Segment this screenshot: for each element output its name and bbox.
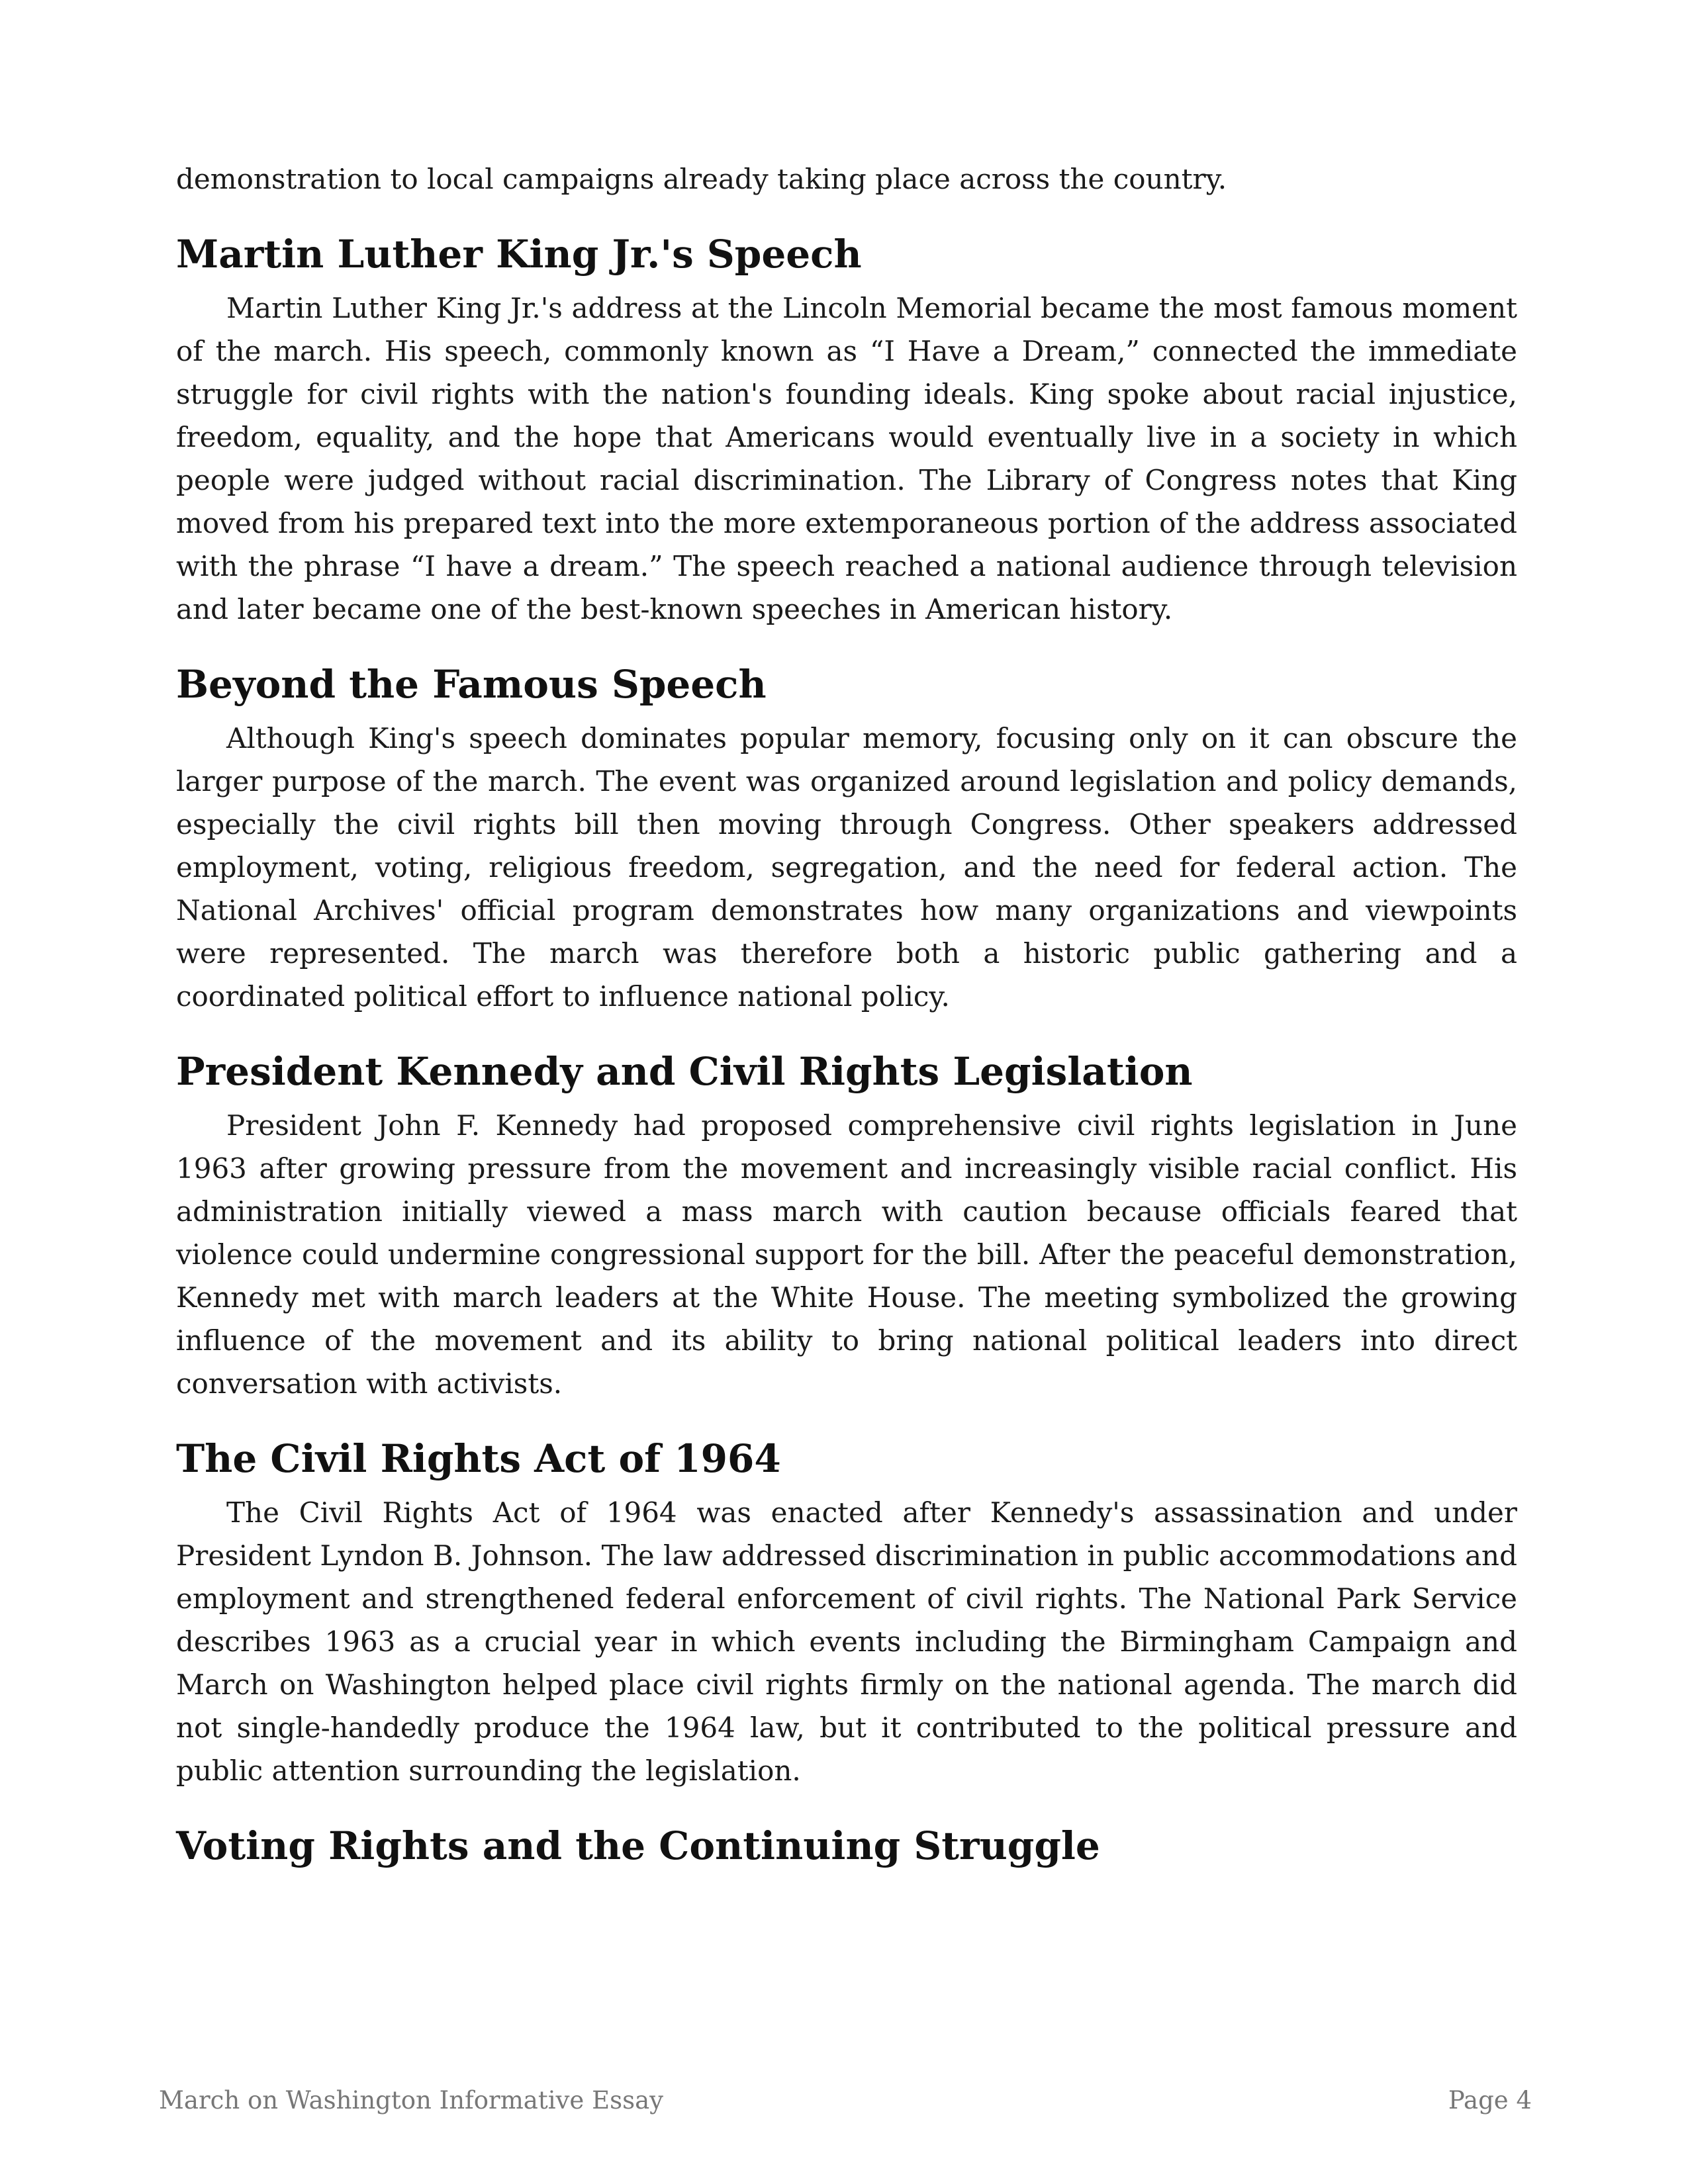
section-king-speech	[176, 231, 1517, 631]
section-heading: President Kennedy and Civil Rights Legislation	[176, 1049, 1193, 1094]
footer-document-title: March on Washington Informative Essay	[159, 2086, 664, 2115]
section-paragraph: Although King's speech dominates popular memory, focusing only on it can obscure the larger purpose of the march. The event was organized around legislation and policy demands, especially the civil rights bill then moving through Congress. Other speakers addressed employment, voting, religious freedom, segregation, and the need for federal action. The National Archives' official program demonstrates how many organizations and viewpoints were represented. The march was therefore both a historic public gathering and a coordinated political effort to influence national policy.	[176, 722, 1517, 1013]
section-paragraph: The Civil Rights Act of 1964 was enacted after Kennedy's assassination and under President Lyndon B. Johnson. The law addressed discrimination in public accommodations and employment and strengthened federal enforcement of civil rights. The National Park Service describes 1963 as a crucial year in which events including the Birmingham Campaign and March on Washington helped place civil rights firmly on the national agenda. The march did not single-handedly produce the 1964 law, but it contributed to the political pressure and public attention surrounding the legislation.	[176, 1496, 1517, 1787]
section-heading: The Civil Rights Act of 1964	[176, 1436, 781, 1481]
page-content	[176, 158, 1517, 1878]
section-heading: Beyond the Famous Speech	[176, 662, 767, 707]
continued-paragraph: demonstration to local campaigns already taking place across the country.	[176, 163, 1227, 195]
section-heading: Martin Luther King Jr.'s Speech	[176, 232, 862, 277]
section-heading: Voting Rights and the Continuing Struggle	[176, 1823, 1100, 1868]
section-beyond-speech	[176, 661, 1517, 1018]
section-civil-rights-act	[176, 1435, 1517, 1792]
section-paragraph: President John F. Kennedy had proposed comprehensive civil rights legislation in June 1963 after growing pressure from the movement and increasingly visible racial conflict. His administration initially viewed a mass march with caution because officials feared that violence could undermine congressional support for the bill. After the peaceful demonstration, Kennedy met with march leaders at the White House. The meeting symbolized the growing influence of the movement and its ability to bring national political leaders into direct conversation with activists.	[176, 1109, 1517, 1400]
section-kennedy	[176, 1048, 1517, 1405]
section-paragraph: Martin Luther King Jr.'s address at the Lincoln Memorial became the most famous moment of the march. His speech, commonly known as “I Have a Dream,” connected the immediate struggle for civil rights with the nation's founding ideals. King spoke about racial injustice, freedom, equality, and the hope that Americans would eventually live in a society in which people were judged without racial discrimination. The Library of Congress notes that King moved from his prepared text into the more extemporaneous portion of the address associated with the phrase “I have a dream.” The speech reached a national audience through television and later became one of the best-known speeches in American history.	[176, 292, 1517, 625]
footer-page-number: Page 4	[1448, 2086, 1532, 2115]
section-voting-rights	[176, 1823, 1517, 1869]
